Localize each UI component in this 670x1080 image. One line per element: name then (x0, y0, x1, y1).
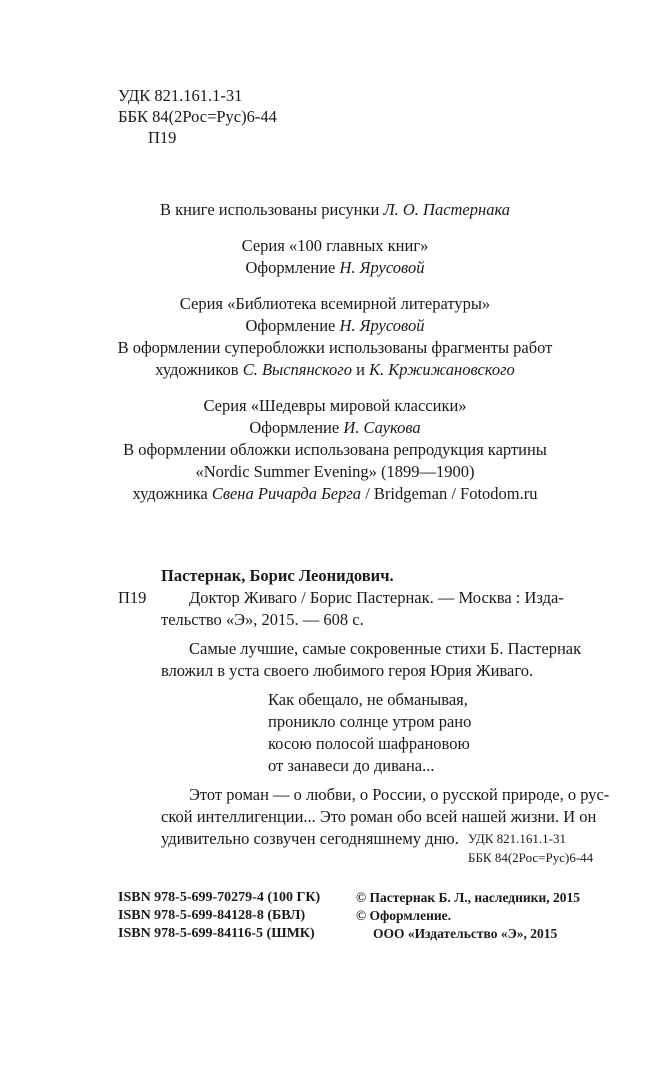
description-line1: Доктор Живаго / Борис Пастернак. — Москва : Изда- (189, 588, 564, 607)
isbn-line: ISBN 978-5-699-70279-4 (100 ГК) (118, 890, 321, 905)
series-masterpieces: Серия «Шедевры мировой классики» (203, 396, 467, 415)
isbn-line: ISBN 978-5-699-84116-5 (ШМК) (118, 926, 315, 941)
copyright-line: ООО «Издательство «Э», 2015 (373, 926, 558, 941)
jacket-prefix: художников (155, 360, 243, 379)
poem-line: Как обещало, не обманывая, (268, 690, 468, 709)
annotation-para2-line1: Этот роман — о любви, о России, о русской природе, о рус- (189, 785, 610, 804)
poem-line: косою полосой шафрановою (268, 734, 470, 753)
annotation-para1-line2: вложил в уста своего любимого героя Юрия Живаго. (161, 661, 534, 680)
bottom-udk-code: УДК 821.161.1-31 (468, 831, 567, 846)
annotation-para2-line2: ской интеллигенции... Это роман обо всей нашей жизни. И он (161, 807, 597, 826)
illustrations-prefix: В книге использованы рисунки (160, 200, 384, 219)
author-mark: П19 (148, 128, 177, 147)
jacket-artist-2: К. Кржижановского (369, 360, 515, 379)
design-prefix: Оформление (245, 258, 340, 277)
poem-line: от занавеси до дивана... (268, 756, 435, 775)
cover-artist: Свена Ричарда Берга (211, 484, 362, 503)
copyright-line: © Оформление. (356, 908, 452, 923)
cover-credit-line2: «Nordic Summer Evening» (1899—1900) (195, 462, 475, 481)
design-prefix: Оформление (245, 316, 340, 335)
jacket-and: и (351, 360, 370, 379)
description-line2: тельство «Э», 2015. — 608 с. (161, 610, 364, 629)
illustrations-artist: Л. О. Пастернака (383, 200, 510, 219)
copyright-line: © Пастернак Б. Л., наследники, 2015 (356, 890, 580, 905)
series-world-literature: Серия «Библиотека всемирной литературы» (179, 294, 491, 313)
bibliographic-author-mark: П19 (118, 588, 147, 607)
cover-credit-line1: В оформлении обложки использована репродукция картины (123, 440, 547, 459)
cover-credit-line3 (0, 484, 670, 504)
illustrations-credit (0, 200, 670, 220)
designer-name: Н. Ярусовой (339, 258, 425, 277)
cover-suffix: / Bridgeman / Fotodom.ru (361, 484, 538, 503)
series-100-books: Серия «100 главных книг» (241, 236, 429, 255)
series-100-books-design (0, 258, 670, 278)
design-prefix: Оформление (249, 418, 344, 437)
author-heading: Пастернак, Борис Леонидович. (161, 566, 394, 585)
annotation-para1-line1: Самые лучшие, самые сокровенные стихи Б. Пастернак (189, 639, 582, 658)
annotation-para2-line3: удивительно созвучен сегодняшнему дню. (161, 829, 459, 848)
bbk-code: ББК 84(2Рос=Рус)6-44 (118, 107, 277, 126)
designer-name: И. Саукова (343, 418, 421, 437)
series-masterpieces-design (0, 418, 670, 438)
designer-name: Н. Ярусовой (339, 316, 425, 335)
cover-prefix: художника (132, 484, 212, 503)
isbn-line: ISBN 978-5-699-84128-8 (БВЛ) (118, 908, 306, 923)
jacket-credit-line1: В оформлении суперобложки использованы фрагменты работ (117, 338, 553, 357)
jacket-credit-line2 (0, 360, 670, 380)
bottom-bbk-code: ББК 84(2Рос=Рус)6-44 (468, 850, 594, 865)
jacket-artist-1: С. Выспянского (242, 360, 352, 379)
poem-line: проникло солнце утром рано (268, 712, 472, 731)
udk-code: УДК 821.161.1-31 (118, 86, 243, 105)
series-world-literature-design (0, 316, 670, 336)
